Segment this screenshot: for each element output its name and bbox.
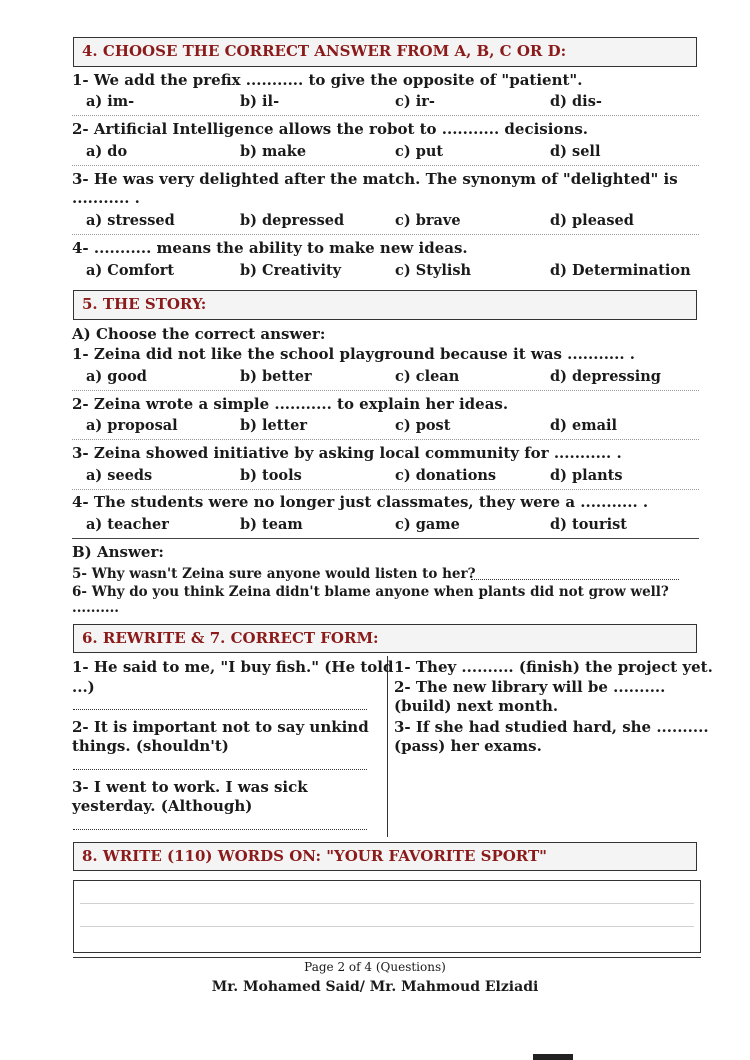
s4-q2-option-d[interactable]: d) sell xyxy=(550,143,601,160)
separator xyxy=(72,439,699,440)
s4-q2-option-c[interactable]: c) put xyxy=(395,143,444,160)
s5-q4-text: 4- The students were no longer just classmates, they were a ........... . xyxy=(72,493,649,511)
footer-rule xyxy=(73,957,701,958)
s5-q3-option-b[interactable]: b) tools xyxy=(240,467,302,484)
page-edge-mark xyxy=(533,1054,573,1060)
s5-answer-q5-line[interactable] xyxy=(471,579,679,580)
s5-answer-q6-dots[interactable]: .......... xyxy=(72,600,119,616)
correct-form-q2-line1: 2- The new library will be .......... xyxy=(394,678,666,696)
s4-q2-option-b[interactable]: b) make xyxy=(240,143,307,160)
writing-line xyxy=(80,926,694,927)
s5-q4-option-b[interactable]: b) team xyxy=(240,516,303,533)
correct-form-q3-line2: (pass) her exams. xyxy=(394,737,542,755)
s4-q4-option-b[interactable]: b) Creativity xyxy=(240,262,342,279)
s5-q1-option-a[interactable]: a) good xyxy=(86,368,147,385)
s5-q3-option-c[interactable]: c) donations xyxy=(395,467,497,484)
separator xyxy=(72,489,699,490)
section-6-title: 6. REWRITE & 7. CORRECT FORM: xyxy=(82,629,379,647)
writing-line xyxy=(80,903,694,904)
section-8-title: 8. WRITE (110) WORDS ON: "YOUR FAVORITE SPORT" xyxy=(82,847,547,865)
s4-q1-option-c[interactable]: c) ir- xyxy=(395,93,435,110)
separator xyxy=(72,538,699,539)
s4-q4-option-c[interactable]: c) Stylish xyxy=(395,262,472,279)
s4-q3-text: 3- He was very delighted after the match. The synonym of "delighted" is xyxy=(72,170,678,188)
column-divider xyxy=(387,656,388,837)
s4-q3-option-b[interactable]: b) depressed xyxy=(240,212,345,229)
rewrite-q2-line1: 2- It is important not to say unkind xyxy=(72,718,369,736)
s5-q4-option-d[interactable]: d) tourist xyxy=(550,516,627,533)
s4-q1-option-b[interactable]: b) il- xyxy=(240,93,280,110)
section-8-header xyxy=(73,842,697,871)
separator xyxy=(72,234,699,235)
s4-q3-option-c[interactable]: c) brave xyxy=(395,212,461,229)
correct-form-q2-line2: (build) next month. xyxy=(394,697,559,715)
s4-q4-option-d[interactable]: d) Determination xyxy=(550,262,691,279)
s5-q3-option-d[interactable]: d) plants xyxy=(550,467,623,484)
rewrite-q3-line1: 3- I went to work. I was sick xyxy=(72,778,308,796)
s4-q3-option-a[interactable]: a) stressed xyxy=(86,212,175,229)
s5-q2-option-a[interactable]: a) proposal xyxy=(86,417,178,434)
s4-q1-option-d[interactable]: d) dis- xyxy=(550,93,602,110)
s5-q4-option-c[interactable]: c) game xyxy=(395,516,460,533)
s5-q2-text: 2- Zeina wrote a simple ........... to explain her ideas. xyxy=(72,395,509,413)
correct-form-q3-line1: 3- If she had studied hard, she .......... xyxy=(394,718,709,736)
rewrite-q1-line2: ...) xyxy=(72,678,95,696)
s5-part-b-label: B) Answer: xyxy=(72,543,164,561)
s4-q4-option-a[interactable]: a) Comfort xyxy=(86,262,175,279)
s5-q3-text: 3- Zeina showed initiative by asking local community for ........... . xyxy=(72,444,622,462)
s5-q1-text: 1- Zeina did not like the school playground because it was ........... . xyxy=(72,345,636,363)
separator xyxy=(72,390,699,391)
s5-q1-option-b[interactable]: b) better xyxy=(240,368,312,385)
s5-q1-option-d[interactable]: d) depressing xyxy=(550,368,661,385)
writing-box[interactable] xyxy=(73,880,701,953)
rewrite-q1-line1: 1- He said to me, "I buy fish." (He told xyxy=(72,658,394,676)
s4-q2-option-a[interactable]: a) do xyxy=(86,143,128,160)
s4-q3-blank: ........... . xyxy=(72,189,140,207)
correct-form-q1: 1- They .......... (finish) the project yet. xyxy=(394,658,713,676)
s5-answer-q6: 6- Why do you think Zeina didn't blame anyone when plants did not grow well? xyxy=(72,584,669,600)
section-5-title: 5. THE STORY: xyxy=(82,295,207,313)
rewrite-q2-line2: things. (shouldn't) xyxy=(72,737,229,755)
section-4-title: 4. CHOOSE THE CORRECT ANSWER FROM A, B, C OR D: xyxy=(82,42,567,60)
s5-q2-option-b[interactable]: b) letter xyxy=(240,417,308,434)
s5-answer-q5: 5- Why wasn't Zeina sure anyone would listen to her? xyxy=(72,566,476,582)
s4-q4-text: 4- ........... means the ability to make new ideas. xyxy=(72,239,468,257)
section-5-header xyxy=(73,290,697,320)
s5-part-a-label: A) Choose the correct answer: xyxy=(72,325,326,343)
rewrite-q3-line2: yesterday. (Although) xyxy=(72,797,253,815)
rewrite-q3-answer-line[interactable] xyxy=(73,829,367,830)
s5-q2-option-c[interactable]: c) post xyxy=(395,417,451,434)
s5-q3-option-a[interactable]: a) seeds xyxy=(86,467,153,484)
rewrite-q1-answer-line[interactable] xyxy=(73,709,367,710)
s4-q2-text: 2- Artificial Intelligence allows the robot to ........... decisions. xyxy=(72,120,589,138)
s5-q2-option-d[interactable]: d) email xyxy=(550,417,618,434)
separator xyxy=(72,165,699,166)
page-number: Page 2 of 4 (Questions) xyxy=(304,960,446,974)
section-4-header xyxy=(73,37,697,67)
separator xyxy=(72,115,699,116)
s4-q3-option-d[interactable]: d) pleased xyxy=(550,212,634,229)
authors: Mr. Mohamed Said/ Mr. Mahmoud Elziadi xyxy=(211,979,539,995)
s5-q1-option-c[interactable]: c) clean xyxy=(395,368,460,385)
s4-q1-text: 1- We add the prefix ........... to give the opposite of "patient". xyxy=(72,71,583,89)
section-6-header xyxy=(73,624,697,653)
s5-q4-option-a[interactable]: a) teacher xyxy=(86,516,169,533)
rewrite-q2-answer-line[interactable] xyxy=(73,769,367,770)
s4-q1-option-a[interactable]: a) im- xyxy=(86,93,135,110)
